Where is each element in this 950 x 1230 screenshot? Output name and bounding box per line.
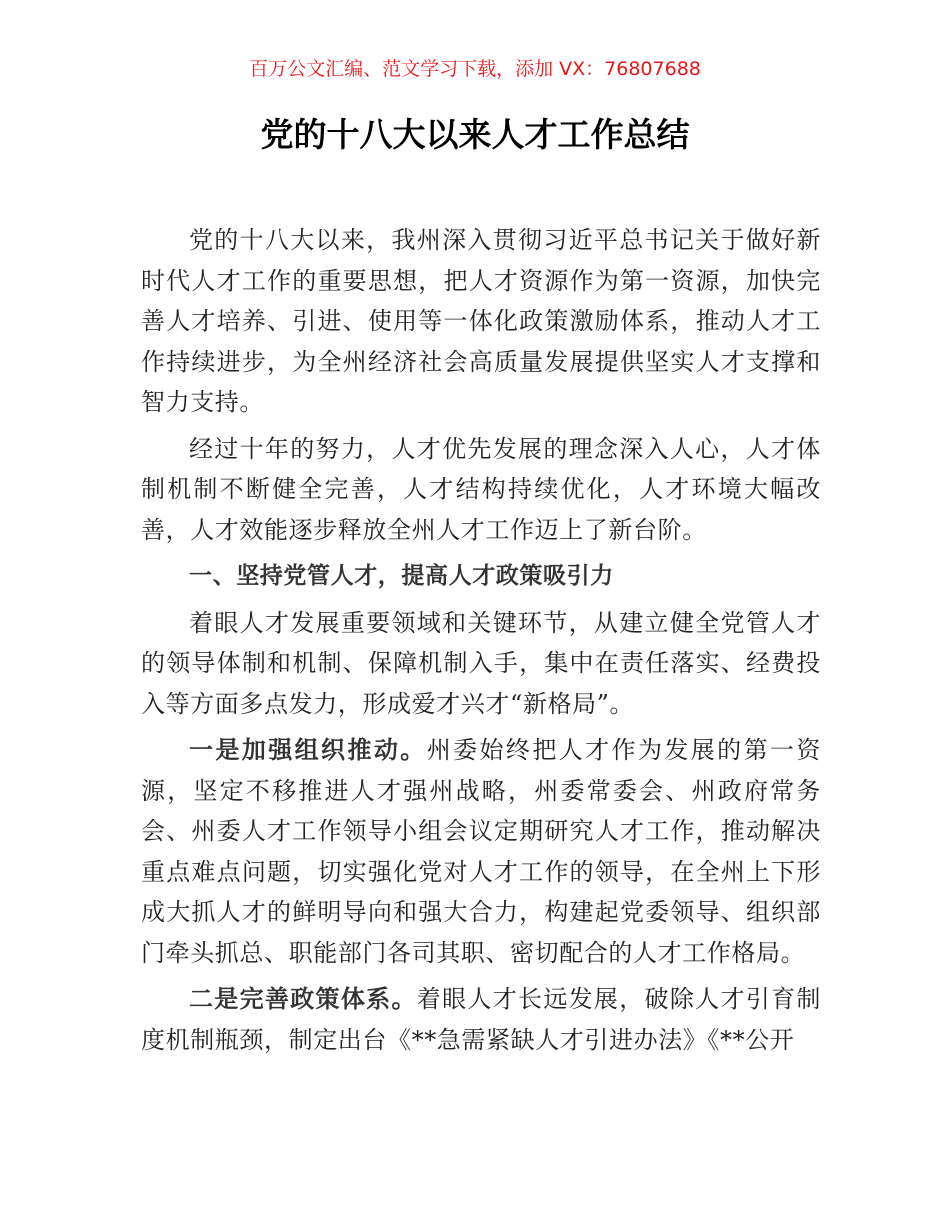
- paragraph-summary: 经过十年的努力，人才优先发展的理念深入人心，人才体制机制不断健全完善，人才结构持续优化，人才环境大幅改善，人才效能逐步释放全州人才工作迈上了新台阶。: [141, 434, 821, 544]
- paragraph-intro: 党的十八大以来，我州深入贯彻习近平总书记关于做好新时代人才工作的重要思想，把人才资源作为第一资源，加快完善人才培养、引进、使用等一体化政策激励体系，推动人才工作持续进步，为全州经济社会高质量发展提供坚实人才支撑和智力支持。: [141, 226, 821, 416]
- paragraph-policy: [141, 979, 821, 1060]
- paragraph-organization: [141, 730, 821, 973]
- paragraph-policy-lead: 二是完善政策体系。: [189, 985, 417, 1013]
- document-body: [141, 220, 821, 1066]
- paragraph-section-1-intro: 着眼人才发展重要领域和关键环节，从建立健全党管人才的领导体制和机制、保障机制入手，集中在责任落实、经费投入等方面多点发力，形成爱才兴才“新格局”。: [141, 608, 821, 718]
- paragraph-policy-text: 着眼人才长远发展，破除人才引育制度机制瓶颈，制定出台《**急需紧缺人才引进办法》《**公开: [141, 985, 821, 1054]
- document-title: 党的十八大以来人才工作总结: [260, 115, 690, 154]
- paragraph-organization-lead: 一是加强组织推动。: [189, 736, 427, 764]
- section-heading-1: 一、坚持党管人才，提高人才政策吸引力: [189, 563, 614, 589]
- watermark-text: 百万公文汇编、范文学习下载，添加 VX：76807688: [249, 58, 701, 80]
- paragraph-organization-text: 州委始终把人才作为发展的第一资源，坚定不移推进人才强州战略，州委常委会、州政府常务会、州委人才工作领导小组会议定期研究人才工作，推动解决重点难点问题，切实强化党对人才工作的领导，在全州上下形成大抓人才的鲜明导向和强大合力，构建起党委领导、组织部门牵头抓总、职能部门各司其职、密切配合的人才工作格局。: [141, 736, 822, 967]
